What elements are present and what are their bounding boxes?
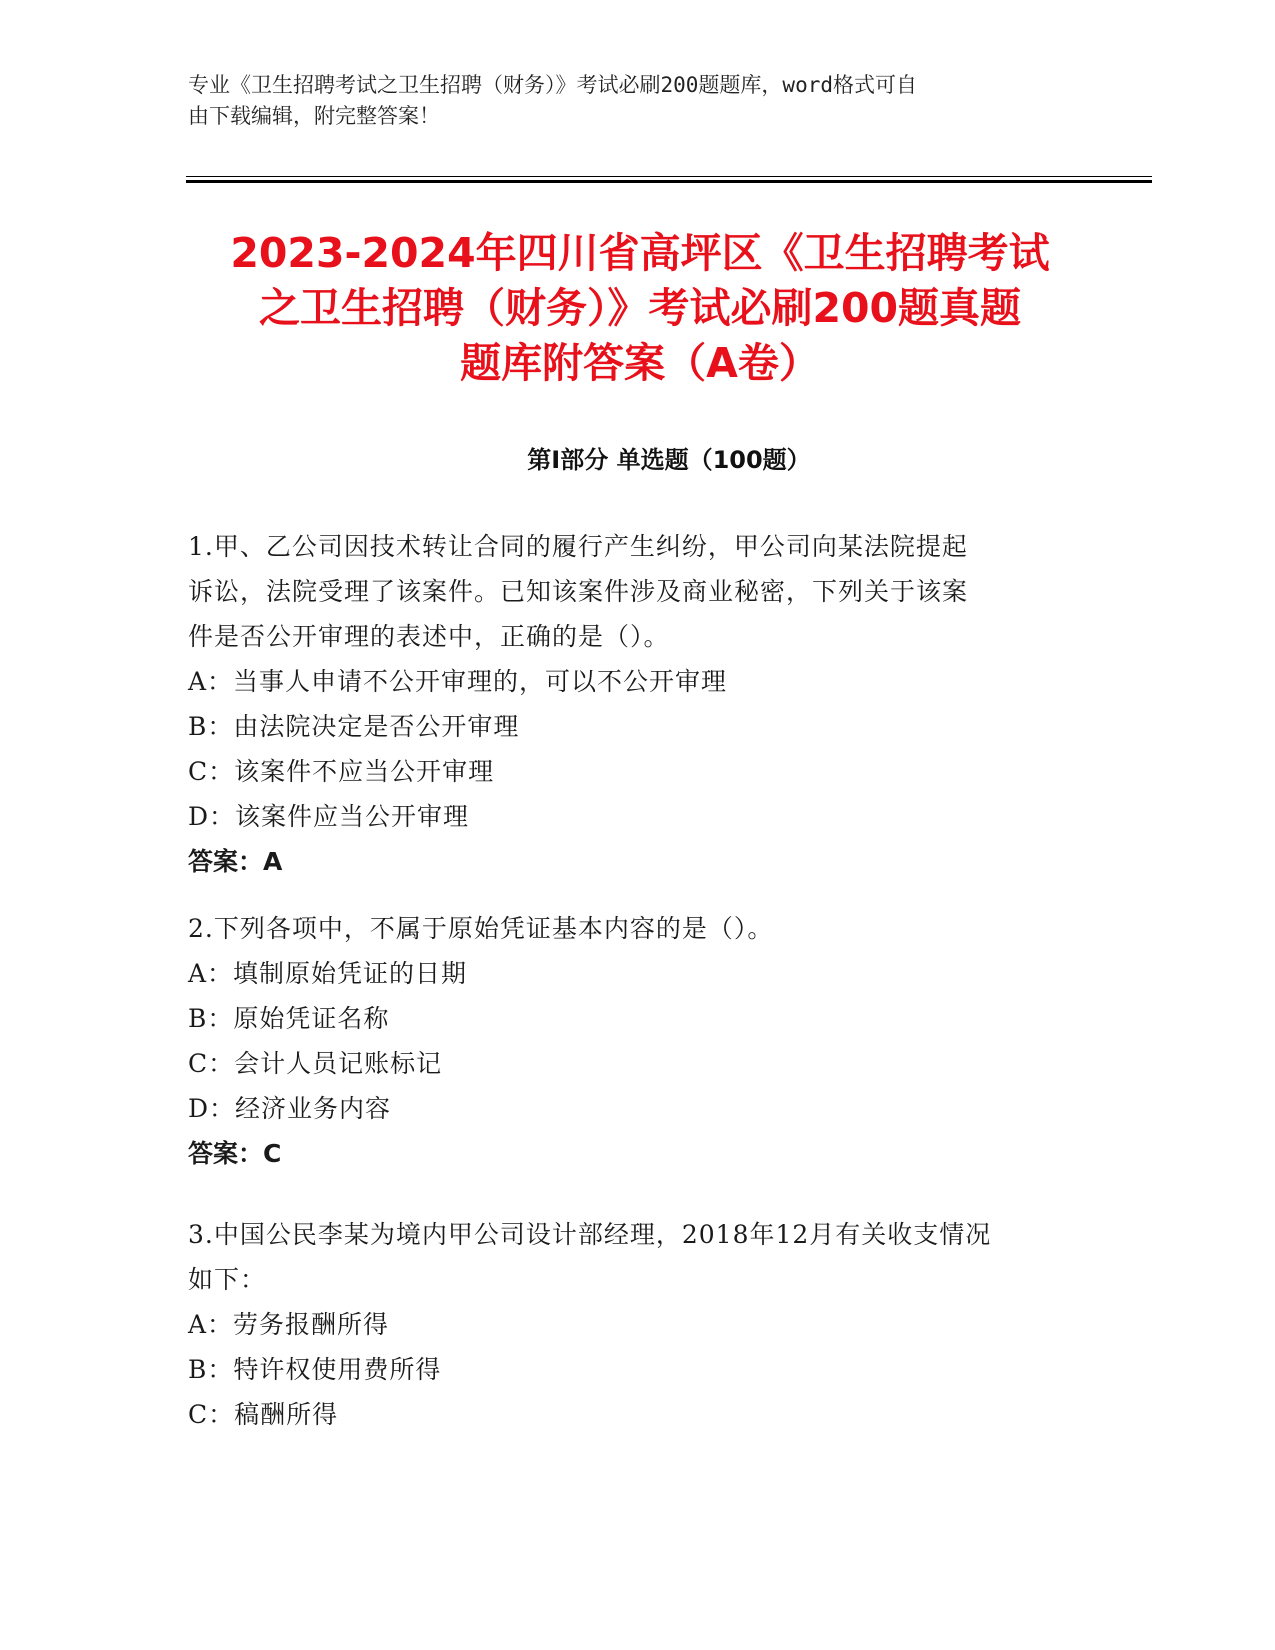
option-a: A：填制原始凭证的日期 [188,959,468,988]
stem-line: 1.甲、乙公司因技术转让合同的履行产生纠纷，甲公司向某法院提起 [188,532,968,561]
stem-line: 诉讼，法院受理了该案件。已知该案件涉及商业秘密，下列关于该案 [188,577,969,606]
option-c: C：该案件不应当公开审理 [188,757,495,786]
document-header-note [188,70,1068,132]
stem-line: 件是否公开审理的表述中，正确的是（）。 [188,622,670,651]
option-c: C：稿酬所得 [188,1400,339,1429]
question-2 [188,906,1088,1177]
question-stem [188,1212,1088,1302]
option-a: A：当事人申请不公开审理的，可以不公开审理 [188,667,728,696]
header-rule-thin [186,176,1152,177]
header-line-1: 专业《卫生招聘考试之卫生招聘（财务）》考试必刷200题题库，word格式可自 [188,73,917,97]
section-heading: 第I部分 单选题（100题） [527,446,811,474]
question-stem [188,906,1088,951]
option-b: B：由法院决定是否公开审理 [188,712,520,741]
stem-line: 如下： [188,1265,267,1294]
title-line-3: 题库附答案（A卷） [460,339,820,387]
option-c: C：会计人员记账标记 [188,1049,443,1078]
document-title [170,226,1110,391]
answer-label: 答案：C [188,1139,282,1168]
header-rule-thick [186,180,1152,183]
title-line-1: 2023-2024年四川省高坪区《卫生招聘考试 [230,229,1050,277]
answer-label: 答案：A [188,847,283,876]
option-b: B：特许权使用费所得 [188,1355,442,1384]
stem-line: 3.中国公民李某为境内甲公司设计部经理，2018年12月有关收支情况 [188,1220,992,1249]
option-d: D：该案件应当公开审理 [188,802,470,831]
header-line-2: 由下载编辑，附完整答案！ [188,104,440,128]
option-b: B：原始凭证名称 [188,1004,390,1033]
title-line-2: 之卫生招聘（财务）》考试必刷200题真题 [258,284,1022,332]
question-1 [188,524,1088,885]
question-3 [188,1212,1088,1437]
stem-line: 2.下列各项中，不属于原始凭证基本内容的是（）。 [188,914,774,943]
option-d: D：经济业务内容 [188,1094,392,1123]
option-a: A：劳务报酬所得 [188,1310,390,1339]
question-stem [188,524,1088,659]
